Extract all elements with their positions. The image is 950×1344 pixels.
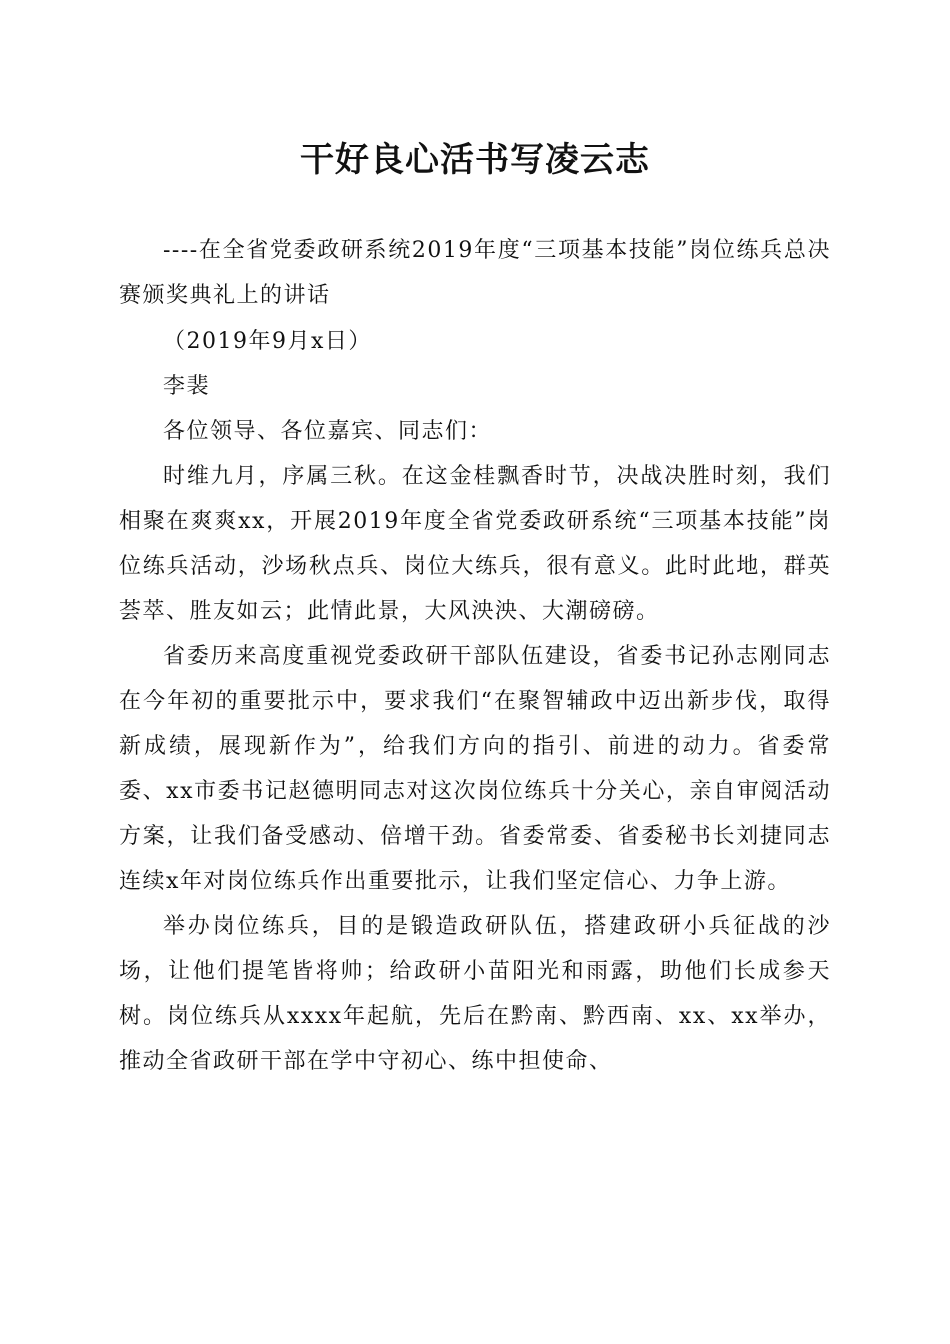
document-salutation: 各位领导、各位嘉宾、同志们： xyxy=(163,419,493,444)
document-paragraph: 举办岗位练兵，目的是锻造政研队伍，搭建政研小兵征战的沙场，让他们提笔皆将帅；给政研小苗阳光和雨露，助他们长成参天树。岗位练兵从xxxx年起航，先后在黔南、黔西南、xx、xx举办，推动全省政研干部在学中守初心、练中担使命、 xyxy=(119,914,831,1074)
document-body xyxy=(119,228,831,1084)
document-title: 干好良心活书写凌云志 xyxy=(300,140,650,180)
document-paragraph: 时维九月，序属三秋。在这金桂飘香时节，决战决胜时刻，我们相聚在爽爽xx，开展2019年度全省党委政研系统“三项基本技能”岗位练兵活动，沙场秋点兵、岗位大练兵，很有意义。此时此地，群英荟萃、胜友如云；此情此景，大风泱泱、大潮磅磅。 xyxy=(119,464,831,624)
document-author: 李裴 xyxy=(163,374,211,399)
document-date: （2019年9月x日） xyxy=(163,329,372,354)
document-subtitle: ----在全省党委政研系统2019年度“三项基本技能”岗位练兵总决赛颁奖典礼上的讲话 xyxy=(119,238,831,308)
document-paragraph: 省委历来高度重视党委政研干部队伍建设，省委书记孙志刚同志在今年初的重要批示中，要求我们“在聚智辅政中迈出新步伐，取得新成绩，展现新作为”，给我们方向的指引、前进的动力。省委常委、xx市委书记赵德明同志对这次岗位练兵十分关心，亲自审阅活动方案，让我们备受感动、倍增干劲。省委常委、省委秘书长刘捷同志连续x年对岗位练兵作出重要批示，让我们坚定信心、力争上游。 xyxy=(119,644,831,894)
